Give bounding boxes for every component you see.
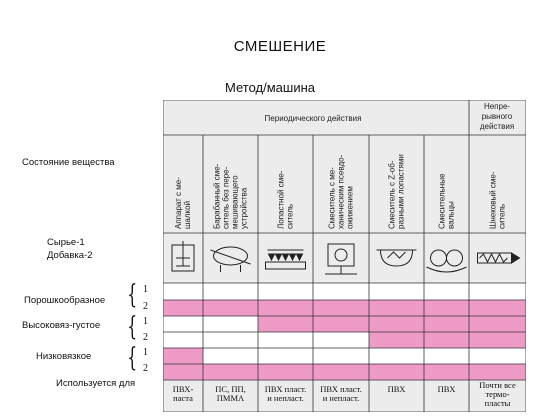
- mixing-methods-table: [163, 100, 526, 412]
- cell-viscous-1-col5: [369, 316, 424, 332]
- cell-powder-2-col1: [163, 300, 203, 316]
- used-for-col4: и непласт.: [322, 393, 360, 403]
- machine-name-col6: Смесительные: [437, 173, 447, 229]
- machine-name-col3: Лопастной сме-: [276, 170, 286, 229]
- machine-name-col4: Смеситель с ме-: [327, 167, 337, 229]
- used-for-col3: ПВХ пласт.: [264, 384, 307, 394]
- used-for-col2: ПС, ПП,: [215, 384, 246, 394]
- cell-lowvisc-1-col2: [203, 348, 258, 364]
- used-for-col7: термо-: [485, 389, 510, 399]
- powder-label: Порошкообразное: [24, 295, 106, 306]
- powder-sub-1: 1: [143, 284, 148, 295]
- cell-lowvisc-2-col2: [203, 364, 258, 380]
- cell-powder-1-col2: [203, 283, 258, 300]
- cell-powder-1-col3: [258, 283, 313, 300]
- used-for-col2: ПММА: [216, 393, 245, 403]
- cell-powder-2-col4: [313, 300, 369, 316]
- machine-name-col1: шалкой: [183, 200, 192, 229]
- cell-viscous-2-col2: [203, 332, 258, 348]
- cell-lowvisc-1-col6: [424, 348, 469, 364]
- machine-name-col4: ханическим псевдо-: [336, 154, 346, 229]
- continuous-header-line: действия: [479, 122, 515, 131]
- cell-lowvisc-1-col7: [469, 348, 526, 364]
- cell-powder-2-col3: [258, 300, 313, 316]
- cell-lowvisc-2-col5: [369, 364, 424, 380]
- cell-lowvisc-2-col3: [258, 364, 313, 380]
- continuous-header-line: рывного: [481, 112, 513, 121]
- cell-lowvisc-1-col5: [369, 348, 424, 364]
- cell-viscous-1-col3: [258, 316, 313, 332]
- used-for-col4: ПВХ пласт.: [320, 384, 362, 394]
- additive-label: Добавка-2: [47, 250, 93, 261]
- used-for-col6: ПВХ: [437, 384, 456, 394]
- cell-viscous-2-col4: [313, 332, 369, 348]
- lowvisc-sub-1: 1: [143, 347, 148, 358]
- state-label: Состояние вещества: [22, 157, 115, 168]
- viscous-label: Высоковяз-густое: [22, 320, 101, 331]
- used-for-col7: пласты: [484, 398, 511, 408]
- machine-name-col7: Шнековый сме-: [488, 171, 498, 229]
- machine-name-col7: ситель: [497, 203, 507, 229]
- cell-viscous-1-col1: [163, 316, 203, 332]
- cell-viscous-1-col2: [203, 316, 258, 332]
- cell-powder-2-col5: [369, 300, 424, 316]
- machine-name-col5: Смеситель с Z-об-: [387, 160, 397, 229]
- cell-viscous-2-col6: [424, 332, 469, 348]
- cell-viscous-1-col4: [313, 316, 369, 332]
- cell-viscous-2-col1: [163, 332, 203, 348]
- machine-name-col4: ожижением: [345, 186, 355, 229]
- used-for-col5: ПВХ: [387, 384, 406, 394]
- cell-lowvisc-2-col7: [469, 364, 526, 380]
- machine-name-col1: Аппарат с ме-: [174, 177, 183, 229]
- cell-viscous-2-col5: [369, 332, 424, 348]
- cell-powder-1-col1: [163, 283, 203, 300]
- cell-lowvisc-2-col6: [424, 364, 469, 380]
- cell-powder-2-col2: [203, 300, 258, 316]
- raw-label: Сырье-1: [47, 237, 85, 248]
- cell-lowvisc-2-col4: [313, 364, 369, 380]
- machine-name-col2: ситель без пере-: [221, 166, 231, 229]
- lowvisc-brace: {: [127, 343, 138, 373]
- powder-brace: {: [127, 280, 138, 310]
- viscous-sub-1: 1: [143, 316, 148, 327]
- diagram-title: СМЕШЕНИЕ: [233, 38, 327, 55]
- lowvisc-sub-2: 2: [143, 363, 148, 374]
- viscous-brace: {: [127, 312, 138, 342]
- machine-name-col5: разными лопастями: [396, 154, 406, 229]
- cell-lowvisc-2-col1: [163, 364, 203, 380]
- cell-lowvisc-1-col4: [313, 348, 369, 364]
- cell-powder-1-col7: [469, 283, 526, 300]
- cell-viscous-1-col7: [469, 316, 526, 332]
- used-for-col1: ПВХ-: [172, 384, 194, 394]
- lowvisc-label: Низковязкое: [36, 351, 92, 362]
- machine-name-col2: мешивающего: [230, 175, 240, 229]
- used-for-col7: Почти все: [479, 380, 516, 390]
- used-for-label: Используется для: [56, 378, 136, 389]
- continuous-header-line: Непре-: [483, 102, 511, 111]
- cell-powder-1-col5: [369, 283, 424, 300]
- machine-name-col6: вальцы: [446, 201, 456, 229]
- cell-powder-2-col6: [424, 300, 469, 316]
- cell-powder-1-col4: [313, 283, 369, 300]
- used-for-col1: паста: [173, 393, 193, 403]
- cell-lowvisc-1-col3: [258, 348, 313, 364]
- machine-name-col2: устройства: [239, 187, 249, 229]
- cell-viscous-2-col3: [258, 332, 313, 348]
- viscous-sub-2: 2: [143, 332, 148, 343]
- cell-viscous-1-col6: [424, 316, 469, 332]
- cell-lowvisc-1-col1: [163, 348, 203, 364]
- powder-sub-2: 2: [143, 301, 148, 312]
- machine-name-col2: Барабанный сме-: [212, 163, 222, 229]
- periodic-header: Периодического действия: [264, 114, 362, 123]
- cell-powder-2-col7: [469, 300, 526, 316]
- cell-powder-1-col6: [424, 283, 469, 300]
- used-for-col3: и непласт.: [267, 393, 304, 403]
- diagram-subtitle: Метод/машина: [225, 80, 315, 95]
- cell-viscous-2-col7: [469, 332, 526, 348]
- machine-name-col3: ситель: [285, 203, 295, 229]
